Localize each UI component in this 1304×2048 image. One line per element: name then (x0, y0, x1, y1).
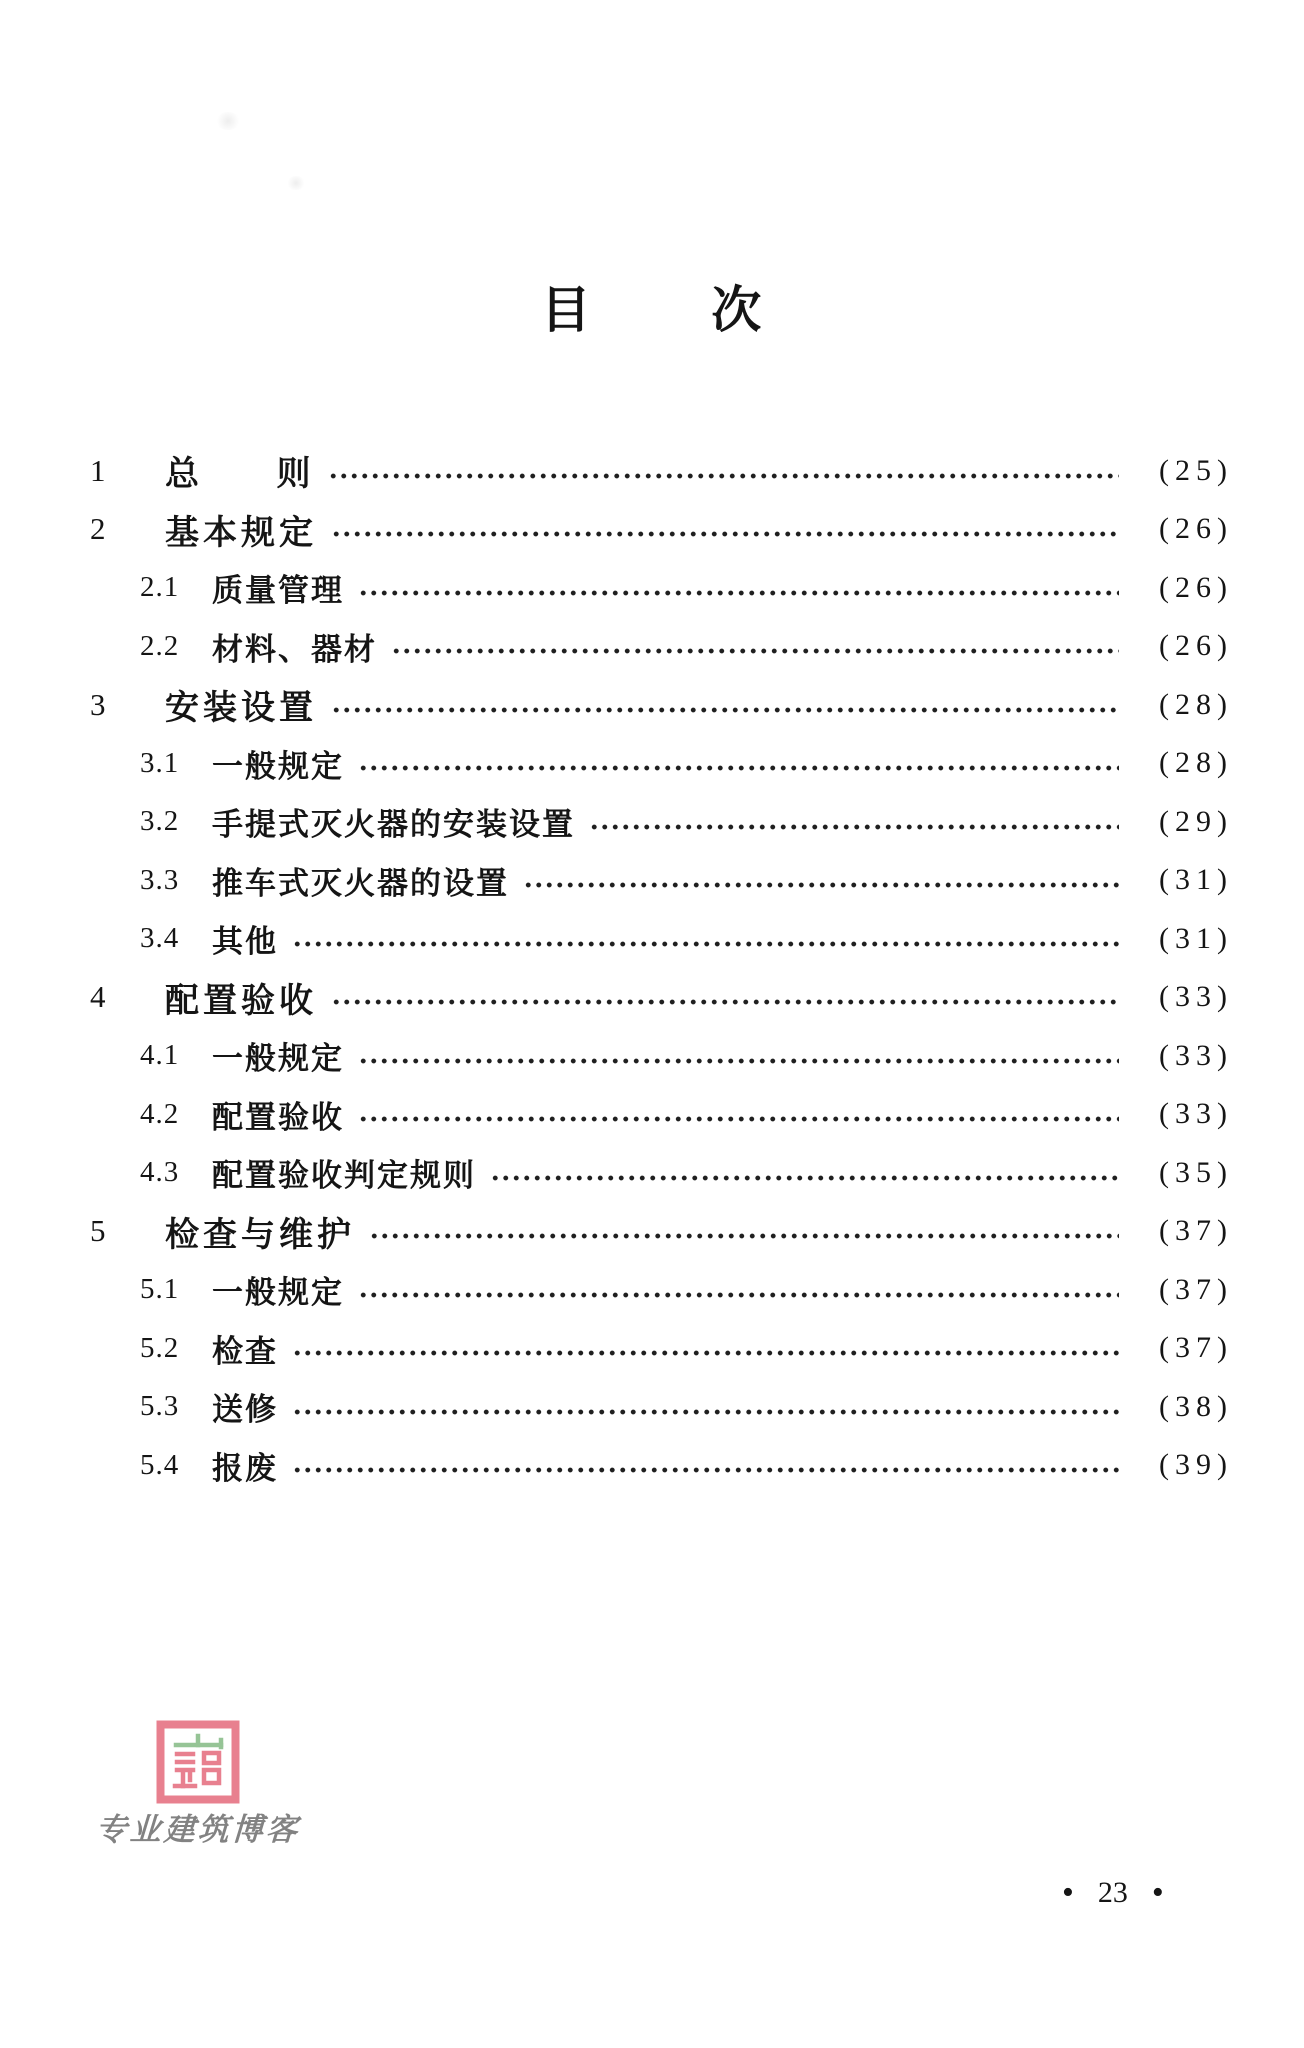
toc-entry-number: 3.3 (140, 863, 180, 896)
dot-leader (328, 472, 1119, 480)
toc-entry-page: (26) (1159, 570, 1233, 604)
dot-leader (358, 1115, 1119, 1123)
toc-entry-page: (38) (1159, 1389, 1233, 1423)
scan-smudge (215, 112, 241, 130)
toc-entry (90, 793, 1233, 852)
footer-bullet-left: • (1062, 1874, 1074, 1911)
toc-entry (90, 968, 1233, 1027)
toc-entry-number: 3.2 (140, 805, 180, 838)
scan-smudge (286, 176, 306, 190)
toc-entry-label: 质量管理 (212, 573, 344, 609)
footer-bullet-right: • (1151, 1874, 1164, 1911)
toc-entry-number: 3.1 (140, 746, 180, 779)
toc-entry-page: (25) (1159, 453, 1233, 487)
dot-leader (589, 823, 1119, 831)
toc-entry-label: 配置验收判定规则 (212, 1158, 476, 1194)
toc-entry (90, 1319, 1233, 1378)
stamp-caption: 专业建筑博客 (94, 1812, 301, 1847)
toc-entry-page: (28) (1159, 746, 1233, 780)
toc-entry-page: (29) (1159, 804, 1233, 838)
dot-leader (358, 589, 1119, 597)
toc-entry-label: 推车式灭火器的设置 (212, 865, 509, 901)
seal-stamp-icon (156, 1720, 240, 1804)
toc-entry-number: 4.3 (140, 1156, 180, 1189)
toc-entry-number: 4.2 (140, 1097, 180, 1130)
dot-leader (331, 530, 1119, 538)
toc-entry (90, 500, 1233, 559)
toc-entry (90, 617, 1233, 676)
toc-entry-number: 5.3 (140, 1390, 180, 1423)
toc-entry (90, 1378, 1233, 1437)
toc-entry-label: 材料、器材 (212, 631, 377, 667)
toc-entry-label: 报废 (212, 1450, 278, 1486)
toc-entry-page: (26) (1159, 629, 1233, 663)
toc-entry-page: (37) (1159, 1214, 1233, 1248)
toc-entry-label: 配置验收 (165, 981, 317, 1020)
toc-entry (90, 1202, 1233, 1261)
toc-entry-number: 4.1 (140, 1039, 180, 1072)
dot-leader (358, 764, 1119, 772)
dot-leader (369, 1232, 1119, 1240)
toc-entry-number: 2.1 (140, 571, 180, 604)
toc-entry (90, 1144, 1233, 1203)
toc-entry-label: 一般规定 (212, 1041, 344, 1077)
toc-entry (90, 442, 1233, 501)
toc-entry-page: (39) (1159, 1448, 1233, 1482)
dot-leader (391, 647, 1119, 655)
toc-entry (90, 1436, 1233, 1495)
dot-leader (331, 998, 1119, 1006)
table-of-contents (0, 442, 1304, 1495)
page-footer (1062, 1876, 1164, 1910)
footer-page-number: 23 (1097, 1876, 1128, 1909)
toc-entry-label: 检查 (212, 1333, 278, 1369)
toc-entry-label: 安装设置 (165, 689, 317, 728)
toc-entry-label: 基本规定 (165, 513, 317, 552)
toc-entry-page: (28) (1159, 687, 1233, 721)
toc-entry (90, 851, 1233, 910)
toc-entry-number: 4 (90, 979, 108, 1015)
dot-leader (292, 940, 1119, 948)
toc-entry-label: 一般规定 (212, 1275, 344, 1311)
toc-entry-label: 其他 (212, 924, 278, 960)
toc-entry-page: (33) (1159, 1038, 1233, 1072)
toc-entry-page: (37) (1159, 1272, 1233, 1306)
dot-leader (523, 881, 1119, 889)
toc-entry (90, 734, 1233, 793)
toc-entry-number: 5.4 (140, 1448, 180, 1481)
toc-entry (90, 910, 1233, 969)
toc-entry-page: (26) (1159, 512, 1233, 546)
toc-entry (90, 559, 1233, 618)
toc-entry-label: 总 则 (165, 455, 315, 494)
dot-leader (292, 1408, 1119, 1416)
toc-entry-number: 2.2 (140, 629, 180, 662)
toc-entry-page: (37) (1159, 1331, 1233, 1365)
toc-entry-page: (33) (1159, 980, 1233, 1014)
toc-entry-number: 1 (90, 452, 108, 488)
dot-leader (331, 706, 1119, 714)
toc-entry-number: 3 (90, 686, 108, 722)
toc-entry (90, 1261, 1233, 1320)
dot-leader (358, 1057, 1119, 1065)
page-title: 目 次 (540, 282, 764, 338)
toc-entry (90, 1027, 1233, 1086)
dot-leader (490, 1174, 1119, 1182)
dot-leader (358, 1291, 1119, 1299)
toc-entry-number: 5.2 (140, 1331, 180, 1364)
toc-entry-number: 3.4 (140, 922, 180, 955)
toc-entry-number: 2 (90, 511, 108, 547)
toc-entry-label: 一般规定 (212, 748, 344, 784)
dot-leader (292, 1349, 1119, 1357)
toc-entry-label: 送修 (212, 1392, 278, 1428)
toc-entry-label: 手提式灭火器的安装设置 (212, 807, 575, 843)
toc-entry-number: 5 (90, 1213, 108, 1249)
toc-entry-page: (31) (1159, 863, 1233, 897)
toc-entry-label: 检查与维护 (165, 1215, 355, 1254)
toc-entry-page: (33) (1159, 1097, 1233, 1131)
toc-entry (90, 676, 1233, 735)
dot-leader (292, 1466, 1119, 1474)
toc-entry-page: (35) (1159, 1155, 1233, 1189)
toc-entry-number: 5.1 (140, 1273, 180, 1306)
toc-entry (90, 1085, 1233, 1144)
toc-entry-label: 配置验收 (212, 1099, 344, 1135)
toc-entry-page: (31) (1159, 921, 1233, 955)
